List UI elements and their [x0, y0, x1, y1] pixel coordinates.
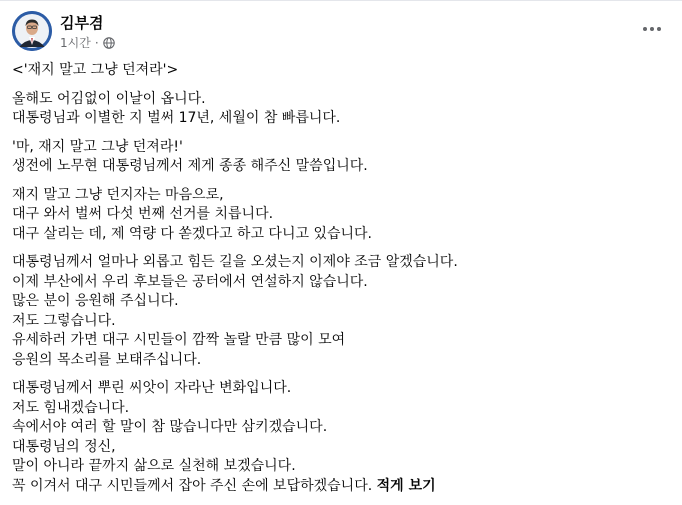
more-dot — [657, 27, 661, 31]
post-meta — [60, 34, 115, 51]
text-line: 응원의 목소리를 보태주십니다. — [12, 351, 202, 368]
post-body — [12, 61, 672, 505]
paragraph — [12, 138, 672, 177]
see-less-link[interactable]: 적게 보기 — [376, 477, 436, 494]
avatar-photo-icon — [12, 11, 52, 51]
text-line: <'재지 말고 그냥 던져라'> — [12, 62, 179, 78]
globe-icon[interactable] — [103, 37, 115, 49]
text-line: 대통령님의 정신, — [12, 438, 116, 455]
last-line-text: 꼭 이겨서 대구 시민들께서 잡아 주신 손에 보답하겠습니다. — [12, 477, 373, 494]
text-line: 생전에 노무현 대통령님께서 제게 종종 해주신 말씀입니다. — [12, 158, 368, 174]
post-header — [12, 11, 670, 55]
text-line: 유세하러 가면 대구 시민들이 깜짝 놀랄 만큼 많이 모여 — [12, 332, 346, 348]
text-line: '마, 재지 말고 그냥 던져라!' — [12, 138, 183, 155]
more-dot — [643, 27, 647, 31]
author-avatar[interactable] — [12, 11, 52, 51]
text-line: 이제 부산에서 우리 후보들은 공터에서 연설하지 않습니다. — [12, 273, 368, 290]
text-line: 저도 그렇습니다. — [12, 312, 116, 329]
text-line: 속에서야 여러 할 말이 참 많습니다만 삼키겠습니다. — [12, 419, 328, 435]
text-line: 말이 아니라 끝까지 삶으로 실천해 보겠습니다. — [12, 458, 296, 474]
text-line: 대구 와서 벌써 다섯 번째 선거를 치릅니다. — [12, 206, 274, 222]
paragraph — [12, 61, 672, 81]
paragraph — [12, 186, 672, 245]
paragraph — [12, 253, 672, 370]
more-dot — [650, 27, 654, 31]
text-line: 대통령님께서 얼마나 외롭고 힘든 길을 오셨는지 이제야 조금 알겠습니다. — [12, 254, 458, 270]
text-line-last — [12, 477, 672, 497]
meta-separator: · — [94, 35, 99, 50]
author-name[interactable]: 김부겸 — [60, 14, 104, 32]
text-line: 대통령님께서 뿌린 씨앗이 자라난 변화입니다. — [12, 380, 292, 396]
post-timestamp[interactable]: 1시간 — [60, 36, 91, 50]
text-line: 대통령님과 이별한 지 벌써 17년, 세월이 참 빠릅니다. — [12, 110, 341, 126]
text-line: 재지 말고 그냥 던지자는 마음으로, — [12, 186, 224, 203]
text-line: 저도 힘내겠습니다. — [12, 399, 130, 416]
text-line: 대구 살리는 데, 제 역량 다 쏟겠다고 하고 다니고 있습니다. — [12, 225, 373, 242]
more-options-button[interactable] — [634, 11, 670, 47]
text-line: 많은 분이 응원해 주십니다. — [12, 293, 179, 309]
paragraph — [12, 90, 672, 129]
text-line: 올해도 어김없이 이날이 옵니다. — [12, 90, 206, 107]
paragraph — [12, 379, 672, 496]
